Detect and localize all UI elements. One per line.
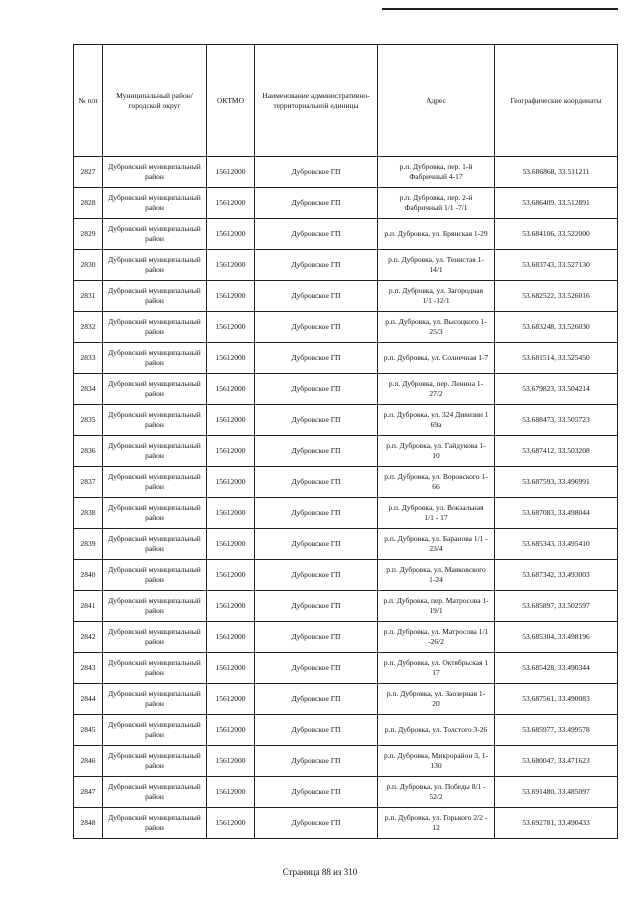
oktmo-cell: 15612000 [207,312,255,343]
coordinates-cell: 53.685304, 33.498196 [495,622,618,653]
coordinates-cell: 53.682522, 33.526016 [495,281,618,312]
municipality-cell: Дубровский муниципальный район [103,312,207,343]
table-header-row [74,45,618,157]
address-cell: р.п. Дубровка, ул. Баранова 1/1 - 23/4 [378,529,495,560]
row-number: 2836 [74,436,103,467]
address-cell: р.п. Дубровка, пер. Ленина 1- 27/2 [378,374,495,405]
address-cell: р.п. Дубровка, ул. Маяковского 1-24 [378,560,495,591]
table-row [74,281,618,312]
table-row [74,405,618,436]
coordinates-cell: 53.688473, 33.505723 [495,405,618,436]
row-number: 2840 [74,560,103,591]
oktmo-cell: 15612000 [207,808,255,839]
coordinates-cell: 53.683743, 33.527130 [495,250,618,281]
municipality-cell: Дубровский муниципальный район [103,622,207,653]
top-rule [382,8,618,10]
row-number: 2848 [74,808,103,839]
oktmo-cell: 15612000 [207,653,255,684]
municipality-cell: Дубровский муниципальный район [103,281,207,312]
coordinates-cell: 53.687412, 33.503208 [495,436,618,467]
row-number: 2833 [74,343,103,374]
oktmo-cell: 15612000 [207,405,255,436]
municipality-cell: Дубровский муниципальный район [103,343,207,374]
address-cell: р.п. Дубровка, Микрорайон 3, 1- 130 [378,746,495,777]
row-number: 2835 [74,405,103,436]
oktmo-cell: 15612000 [207,250,255,281]
registry-table [73,44,618,839]
municipality-cell: Дубровский муниципальный район [103,405,207,436]
municipality-cell: Дубровский муниципальный район [103,653,207,684]
municipality-cell: Дубровский муниципальный район [103,777,207,808]
municipality-cell: Дубровский муниципальный район [103,529,207,560]
unit-name-cell: Дубровское ГП [255,405,378,436]
unit-name-cell: Дубровское ГП [255,374,378,405]
coordinates-cell: 53.687342, 33.493003 [495,560,618,591]
unit-name-cell: Дубровское ГП [255,436,378,467]
oktmo-cell: 15612000 [207,343,255,374]
row-number: 2837 [74,467,103,498]
row-number: 2830 [74,250,103,281]
header-address: Адрес [378,45,495,157]
municipality-cell: Дубровский муниципальный район [103,684,207,715]
unit-name-cell: Дубровское ГП [255,715,378,746]
table-row [74,343,618,374]
oktmo-cell: 15612000 [207,498,255,529]
row-number: 2829 [74,219,103,250]
coordinates-cell: 53.687593, 33.496991 [495,467,618,498]
coordinates-cell: 53.681514, 33.525450 [495,343,618,374]
coordinates-cell: 53.683248, 33.526030 [495,312,618,343]
row-number: 2842 [74,622,103,653]
municipality-cell: Дубровский муниципальный район [103,374,207,405]
coordinates-cell: 53.685897, 33.502597 [495,591,618,622]
unit-name-cell: Дубровское ГП [255,684,378,715]
unit-name-cell: Дубровское ГП [255,560,378,591]
unit-name-cell: Дубровское ГП [255,746,378,777]
oktmo-cell: 15612000 [207,188,255,219]
address-cell: р.п. Дубровка, пер. 2-й Фабричный 1/1 -7/1 [378,188,495,219]
row-number: 2831 [74,281,103,312]
unit-name-cell: Дубровское ГП [255,219,378,250]
coordinates-cell: 53.686868, 33.511211 [495,157,618,188]
row-number: 2832 [74,312,103,343]
oktmo-cell: 15612000 [207,374,255,405]
address-cell: р.п. Дубровка, ул. Тенистая 1- 14/1 [378,250,495,281]
municipality-cell: Дубровский муниципальный район [103,467,207,498]
oktmo-cell: 15612000 [207,467,255,498]
page-number: Страница 88 из 310 [282,867,358,877]
unit-name-cell: Дубровское ГП [255,343,378,374]
table-row [74,312,618,343]
unit-name-cell: Дубровское ГП [255,529,378,560]
table-row [74,188,618,219]
table-row [74,653,618,684]
row-number: 2845 [74,715,103,746]
municipality-cell: Дубровский муниципальный район [103,157,207,188]
coordinates-cell: 53.680047, 33.471623 [495,746,618,777]
address-cell: р.п. Дубровка, ул. Высоцкого 1- 25/3 [378,312,495,343]
row-number: 2846 [74,746,103,777]
table-row [74,250,618,281]
row-number: 2841 [74,591,103,622]
row-number: 2847 [74,777,103,808]
address-cell: р.п. Дубровка, ул. Октябрьская 1 17 [378,653,495,684]
unit-name-cell: Дубровское ГП [255,622,378,653]
address-cell: р.п. Дубровка, ул. 324 Дивизии 1 69а [378,405,495,436]
address-cell: р.п. Дубровка, ул. Гайдукова 1- 10 [378,436,495,467]
row-number: 2844 [74,684,103,715]
oktmo-cell: 15612000 [207,777,255,808]
oktmo-cell: 15612000 [207,622,255,653]
address-cell: р.п. Дубровка, ул. Победы 8/1 - 52/2 [378,777,495,808]
table-row [74,715,618,746]
oktmo-cell: 15612000 [207,684,255,715]
unit-name-cell: Дубровское ГП [255,188,378,219]
municipality-cell: Дубровский муниципальный район [103,188,207,219]
unit-name-cell: Дубровское ГП [255,653,378,684]
unit-name-cell: Дубровское ГП [255,312,378,343]
table-row [74,591,618,622]
coordinates-cell: 53.686409, 33.512891 [495,188,618,219]
table-row [74,219,618,250]
oktmo-cell: 15612000 [207,591,255,622]
oktmo-cell: 15612000 [207,715,255,746]
unit-name-cell: Дубровское ГП [255,281,378,312]
coordinates-cell: 53.687083, 33.498044 [495,498,618,529]
table-row [74,529,618,560]
address-cell: р.п. Дубровка, ул. Матросова 1/1 -26/2 [378,622,495,653]
municipality-cell: Дубровский муниципальный район [103,591,207,622]
municipality-cell: Дубровский муниципальный район [103,808,207,839]
unit-name-cell: Дубровское ГП [255,250,378,281]
header-municipality: Муниципальный район/городской округ [103,45,207,157]
address-cell: р.п. Дубровка, ул. Воровского 1- 66 [378,467,495,498]
row-number: 2828 [74,188,103,219]
coordinates-cell: 53.685428, 33.490344 [495,653,618,684]
unit-name-cell: Дубровское ГП [255,808,378,839]
table-row [74,622,618,653]
unit-name-cell: Дубровское ГП [255,591,378,622]
address-cell: р.п. Дубровка, ул. Заозерная 1- 20 [378,684,495,715]
row-number: 2827 [74,157,103,188]
municipality-cell: Дубровский муниципальный район [103,250,207,281]
oktmo-cell: 15612000 [207,281,255,312]
table-row [74,808,618,839]
address-cell: р.п. Дубровка, пер. Матросова 1- 19/1 [378,591,495,622]
table-row [74,436,618,467]
unit-name-cell: Дубровское ГП [255,498,378,529]
header-unit-name: Наименование административно-территориальной единицы [255,45,378,157]
oktmo-cell: 15612000 [207,529,255,560]
table-row [74,374,618,405]
oktmo-cell: 15612000 [207,436,255,467]
table-row [74,746,618,777]
municipality-cell: Дубровский муниципальный район [103,746,207,777]
table-row [74,157,618,188]
municipality-cell: Дубровский муниципальный район [103,715,207,746]
address-cell: р.п. Дубровка, ул. Толстого 3-26 [378,715,495,746]
table-row [74,684,618,715]
row-number: 2838 [74,498,103,529]
table-row [74,467,618,498]
municipality-cell: Дубровский муниципальный район [103,436,207,467]
address-cell: р.п. Дубровка, ул. Загородная 1/1 -12/1 [378,281,495,312]
header-oktmo: ОКТМО [207,45,255,157]
table-row [74,777,618,808]
row-number: 2843 [74,653,103,684]
coordinates-cell: 53.684106, 33.522000 [495,219,618,250]
table-row [74,498,618,529]
unit-name-cell: Дубровское ГП [255,467,378,498]
oktmo-cell: 15612000 [207,219,255,250]
coordinates-cell: 53.685977, 33.499578 [495,715,618,746]
address-cell: р.п. Дубровка, ул. Солнечная 1-7 [378,343,495,374]
oktmo-cell: 15612000 [207,157,255,188]
header-coordinates: Географические координаты [495,45,618,157]
table-row [74,560,618,591]
unit-name-cell: Дубровское ГП [255,777,378,808]
address-cell: р.п. Дубровка, пер. 1-й Фабричный 4-17 [378,157,495,188]
coordinates-cell: 53.687561, 33.490083 [495,684,618,715]
oktmo-cell: 15612000 [207,746,255,777]
coordinates-cell: 53.692781, 33.490433 [495,808,618,839]
address-cell: р.п. Дубровка, ул. Брянская 1-29 [378,219,495,250]
coordinates-cell: 53.679823, 33.504214 [495,374,618,405]
unit-name-cell: Дубровское ГП [255,157,378,188]
coordinates-cell: 53.691480, 33.485097 [495,777,618,808]
coordinates-cell: 53.685343, 33.495410 [495,529,618,560]
address-cell: р.п. Дубровка, ул. Горького 2/2 - 12 [378,808,495,839]
address-cell: р.п. Дубровка, ул. Вокзальная 1/1 - 17 [378,498,495,529]
oktmo-cell: 15612000 [207,560,255,591]
row-number: 2839 [74,529,103,560]
municipality-cell: Дубровский муниципальный район [103,560,207,591]
header-num: № п/п [74,45,103,157]
row-number: 2834 [74,374,103,405]
municipality-cell: Дубровский муниципальный район [103,219,207,250]
municipality-cell: Дубровский муниципальный район [103,498,207,529]
